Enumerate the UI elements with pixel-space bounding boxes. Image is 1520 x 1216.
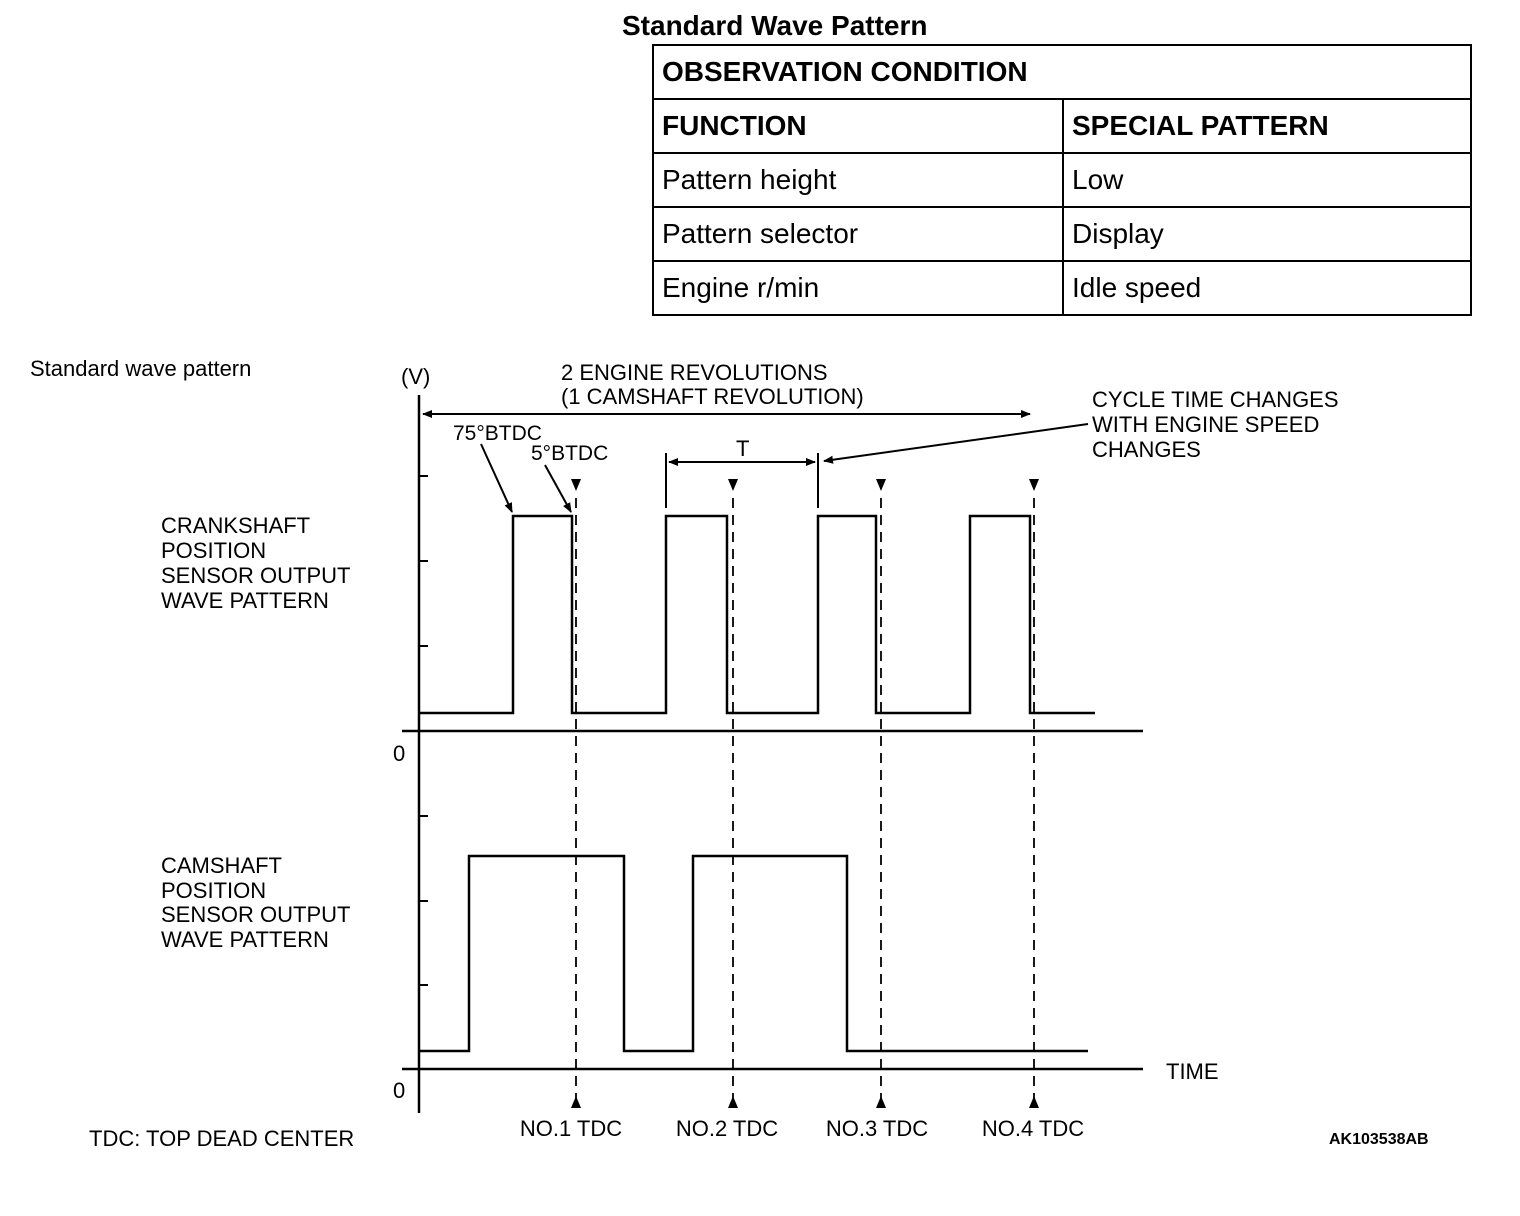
crank-label-line1: CRANKSHAFT bbox=[161, 513, 311, 538]
table-cell-function: Engine r/min bbox=[653, 261, 1063, 315]
table-cell-function: Pattern height bbox=[653, 153, 1063, 207]
tdc-marker-bottom bbox=[876, 1096, 886, 1108]
tdc-label-3: NO.3 TDC bbox=[825, 1116, 929, 1141]
table-cell-pattern: Display bbox=[1063, 207, 1471, 261]
table-header: OBSERVATION CONDITION bbox=[653, 45, 1471, 99]
cam-label-line1: CAMSHAFT bbox=[161, 853, 282, 878]
tdc-marker-bottom bbox=[728, 1096, 738, 1108]
crank-label-line4: WAVE PATTERN bbox=[161, 588, 329, 613]
cam-label-line4: WAVE PATTERN bbox=[161, 927, 329, 952]
cam-label-line2: POSITION bbox=[161, 878, 267, 903]
tdc-guides bbox=[576, 498, 1034, 1100]
table-cell-pattern: Idle speed bbox=[1063, 261, 1471, 315]
revolutions-label: 2 ENGINE REVOLUTIONS bbox=[561, 360, 828, 385]
tdc-label-4: NO.4 TDC bbox=[981, 1116, 1085, 1141]
btdc-75-arrow bbox=[481, 444, 512, 512]
tdc-marker-top bbox=[876, 479, 886, 491]
cycle-note-line3: CHANGES bbox=[1092, 437, 1201, 462]
tdc-marker-bottom bbox=[571, 1096, 581, 1108]
cycle-note-arrow bbox=[824, 424, 1088, 461]
cycle-note-line1: CYCLE TIME CHANGES bbox=[1092, 387, 1339, 412]
cam-zero-label: 0 bbox=[393, 1078, 406, 1103]
crank-label-line2: POSITION bbox=[161, 538, 267, 563]
figure-code: AK103538AB bbox=[1329, 1131, 1429, 1148]
tdc-marker-top bbox=[1029, 479, 1039, 491]
tdc-marker-top bbox=[571, 479, 581, 491]
cam-label-line3: SENSOR OUTPUT bbox=[161, 902, 351, 927]
period-label: T bbox=[736, 436, 750, 461]
time-axis-label: TIME bbox=[1166, 1059, 1219, 1084]
tdc-label-1: NO.1 TDC bbox=[519, 1116, 623, 1141]
diagram-caption: Standard wave pattern bbox=[30, 356, 252, 381]
btdc-75-label: 75°BTDC bbox=[453, 422, 542, 445]
voltage-unit-label: (V) bbox=[401, 364, 431, 389]
camshaft-waveform bbox=[420, 856, 1088, 1051]
crankshaft-waveform bbox=[420, 516, 1095, 713]
tdc-legend: TDC: TOP DEAD CENTER bbox=[89, 1126, 355, 1151]
tdc-marker-bottom bbox=[1029, 1096, 1039, 1108]
crank-zero-label: 0 bbox=[393, 741, 406, 766]
tdc-label-2: NO.2 TDC bbox=[675, 1116, 779, 1141]
table-cell-pattern: Low bbox=[1063, 153, 1471, 207]
crank-label-line3: SENSOR OUTPUT bbox=[161, 563, 351, 588]
column-header-function: FUNCTION bbox=[653, 99, 1063, 153]
tdc-bottom-markers bbox=[571, 1096, 1039, 1108]
btdc-5-arrow bbox=[545, 465, 571, 512]
camshaft-revolution-label: (1 CAMSHAFT REVOLUTION) bbox=[561, 384, 864, 409]
btdc-5-label: 5°BTDC bbox=[531, 442, 609, 465]
cycle-note-line2: WITH ENGINE SPEED bbox=[1092, 412, 1320, 437]
table-cell-function: Pattern selector bbox=[653, 207, 1063, 261]
tdc-top-markers bbox=[571, 479, 1039, 491]
column-header-pattern: SPECIAL PATTERN bbox=[1063, 99, 1471, 153]
page-title: Standard Wave Pattern bbox=[622, 10, 928, 41]
tdc-marker-top bbox=[728, 479, 738, 491]
